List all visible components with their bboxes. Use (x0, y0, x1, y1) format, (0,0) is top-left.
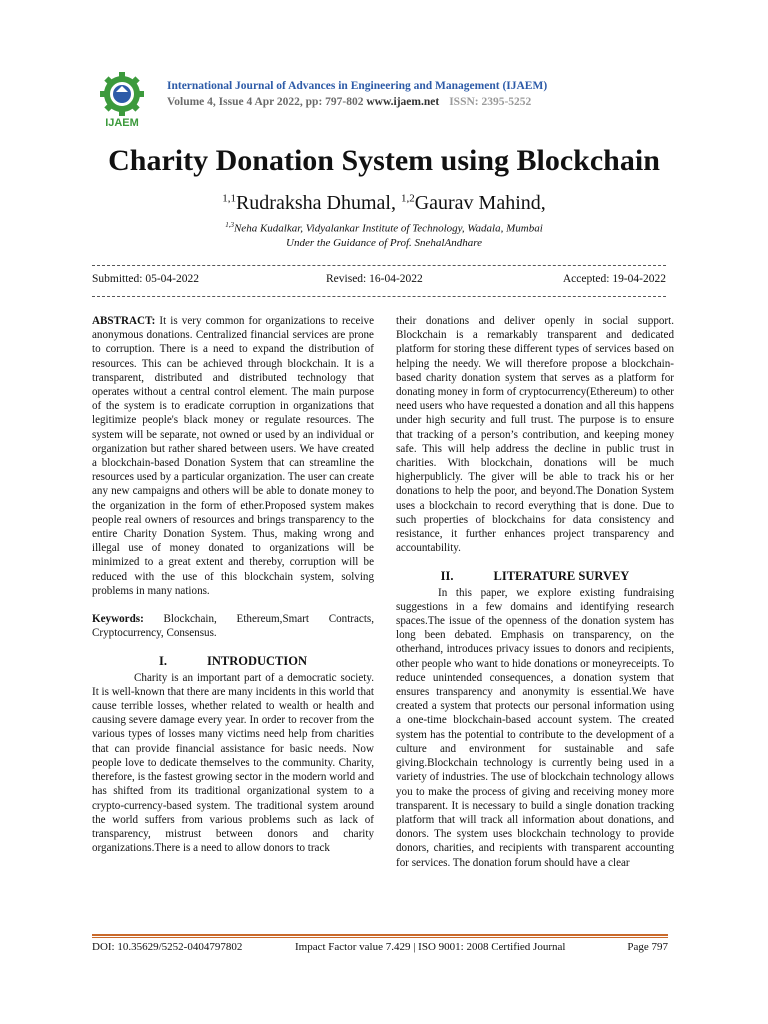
journal-website-link[interactable]: www.ijaem.net (366, 96, 440, 108)
intro-title: INTRODUCTION (206, 654, 307, 669)
right-column (396, 314, 674, 870)
dashed-divider-bottom (92, 296, 666, 297)
abstract-text: It is very common for organizations to receive anonymous donations. Centralized financial services are prone to corruption. There is a need to expand the distribution of resources. This can be achieved through blockchain. It is a transparent, distributed and distributed technology that operates without a central control element. The main purpose of the system is to eradicate corruption in organizations that legitimize people's black money or regulate resources. The system will be separate, not owned or used by an individual or organization but rather shared between users. We have created a blockchain-based Donation System that can streamline the resources used by a particular organization. The user can create any new campaigns and others will be able to donate money to the organization in the form of ether.Proposed system makes people real owners of resources and brings transparency to the entire Charity Donation System. Thus, making wrong and illegal use of money donated to organizations will be minimized to a great extent and thereby, corruption will be reduced with the use of this blockchain system, solving problems in many nations. (92, 315, 374, 597)
footer-rule-thin (92, 937, 668, 938)
intro-heading (92, 654, 374, 668)
ijaem-logo (92, 70, 152, 128)
paper-title: Charity Donation System using Blockchain (108, 144, 660, 177)
literature-title: LITERATURE SURVEY (493, 569, 630, 584)
literature-text: In this paper, we explore existing fundraising suggestions in a few domains and identifying research spaces.The issue of the openness of the donation system has long been debated. Emphasis on transparency, on the otherhand, introduces privacy issues to donors and recipients, other people who want to hide donations or moneyreceipts. To reduce unintended consequences, a donation system that ensures transparency and anonymity is essential.We have created a system that protects our personal information using a one-time blockchain-based account system. The created system has the potential to contribute to the development of a culture and environment for sustainable and safe giving.Blockchain technology is currently being used in a variety of industries. The use of blockchain technology allows you to make the process of giving and receiving money more transparent. It is necessary to build a single donation tracking platform that will track all information about donations, and donors. The system uses blockchain technology to provide donors, charities, and recipients with transparent accounting for services. The donation forum should have a clear (396, 586, 674, 869)
authors-line (0, 192, 768, 215)
affiliation-block (0, 218, 768, 250)
literature-num: II. (440, 569, 454, 584)
affil-sup: 1,3 (225, 221, 234, 229)
keywords (92, 612, 374, 640)
author1-sup: 1,1 (222, 192, 236, 205)
intro-text: Charity is an important part of a democratic society. It is well-known that there are many incidents in this world that cause terrible losses, whether related to wealth or health and causing severe damage every year. In order to recover from the various types of losses many victims need help from charities that can provide financial assistance for basic needs. Now people love to dedicate themselves to the community. Charity, therefore, is the fastest growing sector in the modern world and has shifted from its traditional organizational system to a crypto-currency-based system. The traditional system around the world suffers from various problems such as lack of transparency, mistrust between donors and charity organizations.There is a need to allow donors to track (92, 671, 374, 855)
logo-text: IJAEM (105, 117, 139, 128)
author1: Rudraksha Dhumal, (235, 192, 401, 214)
submitted-date: Submitted: 05-04-2022 (92, 273, 200, 285)
author2: Gaurav Mahind, (414, 192, 546, 214)
intro-continued-text: their donations and deliver openly in social support. Blockchain is a remarkably transparent and dedicated platform for storing these different types of services based on helping the needy. We will therefore propose a blockchain-based charity donation system that serves as a platform for donating money in form of cryptocurrency(Ethereum) to other need users who have requested a donation and all this happens under high security and full trust. The purpose is to ensure that tracking of a person’s contribution, and keeping money safe. This will help address the decline in public trust in charities. With blockchain, donations will be much higherpublicly. The giver will be able to track his or her donations to help the poor, and beyond.The Donation System uses a blockchain to record everything that is done. Due to such properties of blockchains for data consistency and resistance, it further enhances project transparency and accountability. (396, 315, 674, 555)
keywords-text: Blockchain, Ethereum,Smart Contracts, Cryptocurrency, Consensus. (92, 613, 374, 640)
abstract (92, 314, 374, 598)
journal-name: International Journal of Advances in Engineering and Management (IJAEM) (167, 80, 548, 92)
guidance: Under the Guidance of Prof. SnehalAndhare (286, 236, 482, 249)
literature-heading (396, 569, 674, 583)
intro-num: I. (158, 654, 167, 669)
doi[interactable]: DOI: 10.35629/5252-0404797802 (92, 941, 243, 953)
affiliation: Neha Kudalkar, Vidyalankar Institute of Technology, Wadala, Mumbai (233, 222, 543, 235)
left-column (92, 314, 374, 855)
keywords-label: Keywords: (92, 613, 144, 626)
revised-date: Revised: 16-04-2022 (326, 273, 423, 285)
journal-volume-line (167, 96, 531, 108)
dashed-divider-top (92, 265, 666, 266)
issn: ISSN: 2395-5252 (449, 96, 532, 108)
page-number: Page 797 (627, 941, 668, 953)
impact-factor: Impact Factor value 7.429 | ISO 9001: 2008 Certified Journal (295, 941, 566, 953)
author2-sup: 1,2 (400, 192, 415, 205)
abstract-label: ABSTRACT: (92, 315, 156, 327)
volume-text: Volume 4, Issue 4 Apr 2022, pp: 797-802 (167, 96, 367, 108)
journal-header (92, 70, 692, 128)
accepted-date: Accepted: 19-04-2022 (562, 273, 666, 285)
footer-rule (92, 934, 668, 936)
